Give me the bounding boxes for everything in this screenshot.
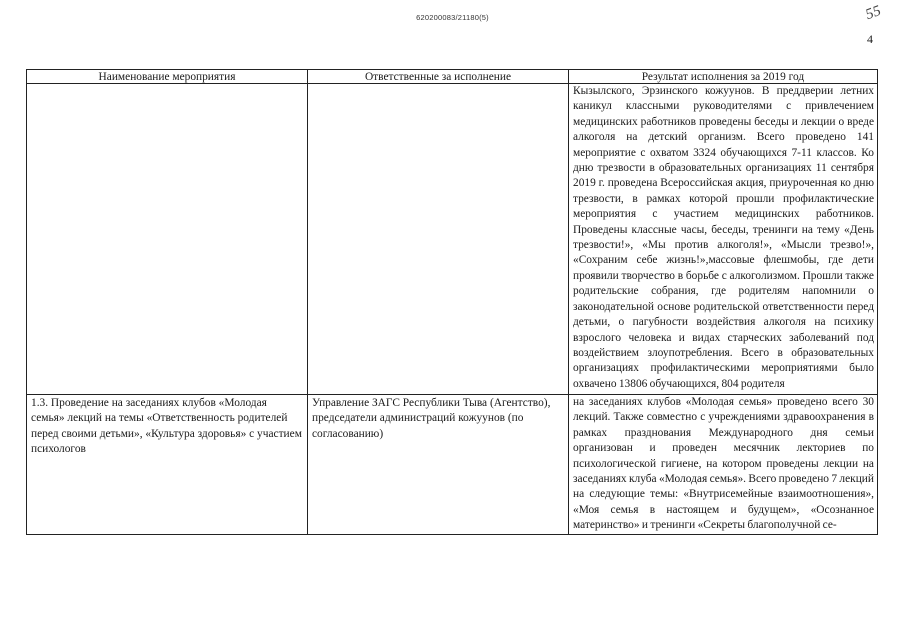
table-row [27,84,878,395]
column-header-event: Наименование мероприятия [27,70,308,84]
table-row [27,395,878,535]
column-header-result: Результат исполнения за 2019 год [569,70,878,84]
table-header-row [27,70,878,84]
document-number: 620200083/21180(5) [416,13,489,22]
event-cell [27,84,308,395]
responsible-cell [308,84,569,395]
responsible-cell: Управление ЗАГС Республики Тыва (Агентство), председатели администраций кожуунов (по согласованию) [308,395,569,535]
page-number: 4 [867,32,873,46]
result-cell: Кызылского, Эрзинского кожуунов. В преддверии летних каникул классными руководителями с привлечением медицинских работников проведены беседы и лекции о вреде алкоголя на детский организм. Всего проведено 141 мероприятие с охватом 3324 обучающихся 7-11 классов. Ко дню трезвости в образовательных организациях 11 сентября 2019 г. проведена Всероссийская акция, приуроченная ко дню трезвости, в рамках которой прошли профилактические мероприятия с участием медицинских работников. Проведены классные часы, беседы, тренинги на тему «День трезвости!», «Мы против алкоголя!», «Мысли трезво!», «Сохраним себе жизнь!»,массовые флешмобы, где дети проявили творчество в борьбе с алкоголизмом. Прошли также родительские собрания, где родителям напомнили о законодательной основе родительской ответственности перед детьми, о пагубности воздействия алкоголя на психику взрослого человека и видах старческих заболеваний под воздействием злоупотребления. Всего в образовательных организациях профилактическими мероприятиями было охвачено 13806 обучающихся, 804 родителя [569,84,878,395]
event-cell: 1.3. Проведение на заседаниях клубов «Молодая семья» лекций на темы «Ответственность родителей перед своими детьми», «Культура здоровья» с участием психологов [27,395,308,535]
column-header-responsible: Ответственные за исполнение [308,70,569,84]
result-cell: на заседаниях клубов «Молодая семья» проведено всего 30 лекций. Также совместно с учреждениями здравоохранения в рамках празднования Международного дня семьи организован и проведен месячник лекториев по психологической гигиене, на котором проведены лекции на заседаниях клуба «Молодая семья». Всего проведено 7 лекций на следующие темы: «Внутрисемейные взаимоотношения», «Моя семья в настоящем и будущем», «Осознанное материнство» и тренинги «Секреты благополучной се- [569,395,878,535]
events-table [26,69,878,535]
handwritten-mark: 55 [863,2,884,24]
